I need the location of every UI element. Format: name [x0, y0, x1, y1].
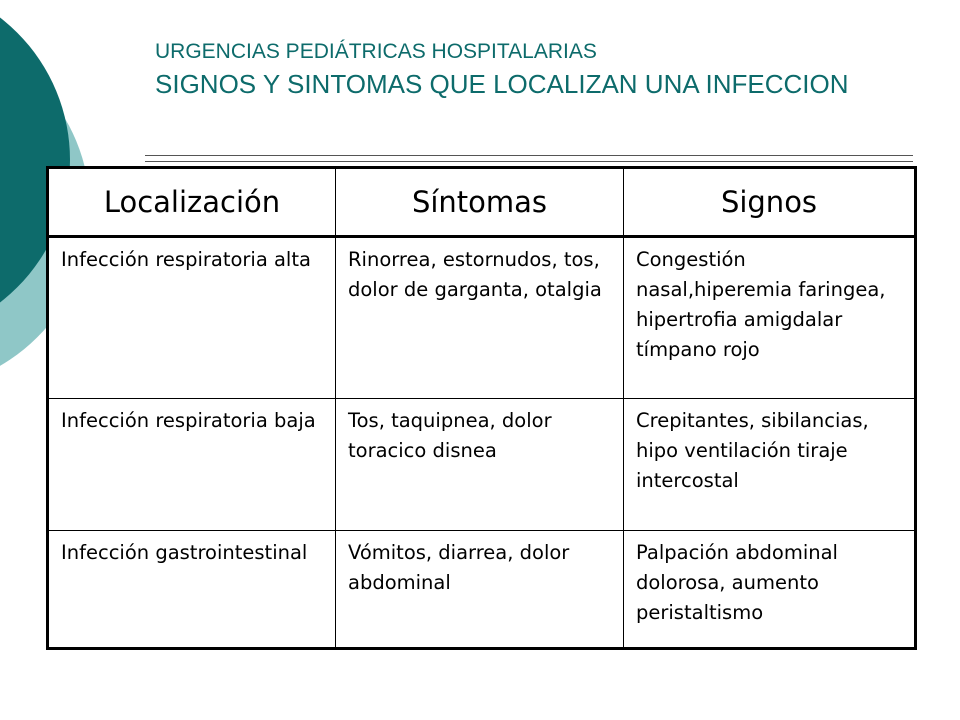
- table-row: [48, 399, 916, 531]
- title-divider-bottom: [145, 161, 913, 162]
- cell-signos: Crepitantes, sibilancias, hipo ventilación tiraje intercostal: [624, 399, 916, 531]
- title-line-2: SIGNOS Y SINTOMAS QUE LOCALIZAN UNA INFECCION: [155, 69, 849, 99]
- cell-signos: Palpación abdominal dolorosa, aumento peristaltismo: [624, 531, 916, 649]
- title-divider-top: [145, 155, 913, 156]
- cell-sintomas: Vómitos, diarrea, dolor abdominal: [336, 531, 624, 649]
- cell-localizacion: Infección gastrointestinal: [48, 531, 336, 649]
- cell-sintomas: Rinorrea, estornudos, tos, dolor de garganta, otalgia: [336, 237, 624, 399]
- header-localizacion: Localización: [48, 168, 336, 237]
- header-sintomas: Síntomas: [336, 168, 624, 237]
- title-line-1: URGENCIAS PEDIÁTRICAS HOSPITALARIAS: [155, 40, 597, 63]
- cell-sintomas: Tos, taquipnea, dolor toracico disnea: [336, 399, 624, 531]
- slide-title: [155, 38, 915, 102]
- table-row: [48, 531, 916, 649]
- cell-localizacion: Infección respiratoria baja: [48, 399, 336, 531]
- table-row: [48, 237, 916, 399]
- symptoms-table: [46, 166, 917, 650]
- table-header-row: [48, 168, 916, 237]
- cell-signos: Congestión nasal,hiperemia faringea, hipertrofia amigdalar tímpano rojo: [624, 237, 916, 399]
- cell-localizacion: Infección respiratoria alta: [48, 237, 336, 399]
- header-signos: Signos: [624, 168, 916, 237]
